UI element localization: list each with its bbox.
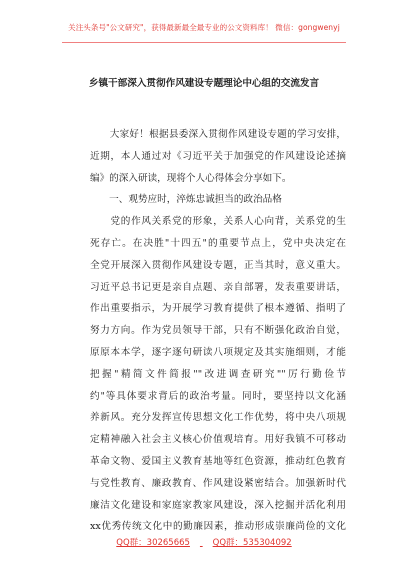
header-divider — [62, 42, 346, 43]
section-heading: 一、观势应时，淬炼忠诚担当的政治品格 — [90, 194, 282, 206]
body-line: 全党开展深入贯彻作风建设专题，正当其时，意义重大。 — [90, 259, 346, 271]
footer-qq-group-2: QQ群：535304092 — [212, 538, 292, 548]
body-line: 作出重要指示，为开展学习教育提供了根本遵循、指明了 — [90, 303, 346, 315]
body-line: 死存亡。在决胜"十四五"的重要节点上，党中央决定在 — [90, 237, 346, 249]
document-title: 乡镇干部深入贯彻作风建设专题理论中心组的交流发言 — [88, 78, 320, 89]
body-line: 约"等具体要求背后的政治考量。同时，要坚持以文化涵 — [90, 390, 346, 402]
document-body — [90, 124, 346, 538]
body-line: 把握"精简文件简报""改进调查研究""厉行勤俭节 — [90, 368, 346, 380]
body-line: 习近平总书记更是亲自点题、亲自部署，发表重要讲话， — [90, 281, 346, 293]
footer-qq-group-1: QQ群：30265665 — [116, 538, 190, 548]
body-line: 与党性教育、廉政教育、作风建设紧密结合。加强新时代 — [90, 477, 346, 489]
header-banner: 关注头条号"公文研究"，获得最新最全最专业的公文资料库！ 微信：gongwenyj — [68, 23, 340, 32]
body-line: 廉洁文化建设和家庭家教家风建设，深入挖掘并活化利用 — [90, 499, 346, 511]
body-line: 定精神融入社会主义核心价值观培育。用好我镇不可移动 — [90, 434, 346, 446]
body-line: xx优秀传统文化中的勤廉因素，推动形成崇廉尚俭的文化 — [90, 521, 346, 533]
body-line: 大家好！根据县委深入贯彻作风建设专题的学习安排， — [90, 129, 346, 140]
footer-contacts — [0, 536, 408, 548]
body-line: 原原本本学，逐字逐句研读八项规定及其实施细则，才能 — [90, 346, 346, 358]
body-line: 养新风。充分发挥宣传思想文化工作优势，将中央八项规 — [90, 412, 346, 424]
body-line: 努力方向。作为党员领导干部，只有不断强化政治自觉， — [90, 325, 346, 337]
body-line: 革命文物、爱国主义教育基地等红色资源，推动红色教育 — [90, 455, 346, 467]
body-line: 编》的深入研读，现将个人心得体会分享如下。 — [90, 172, 292, 184]
body-line: 党的作风关系党的形象，关系人心向背，关系党的生 — [90, 216, 346, 228]
body-line: 近期，本人通过对《习近平关于加强党的作风建设论述摘 — [90, 150, 346, 162]
